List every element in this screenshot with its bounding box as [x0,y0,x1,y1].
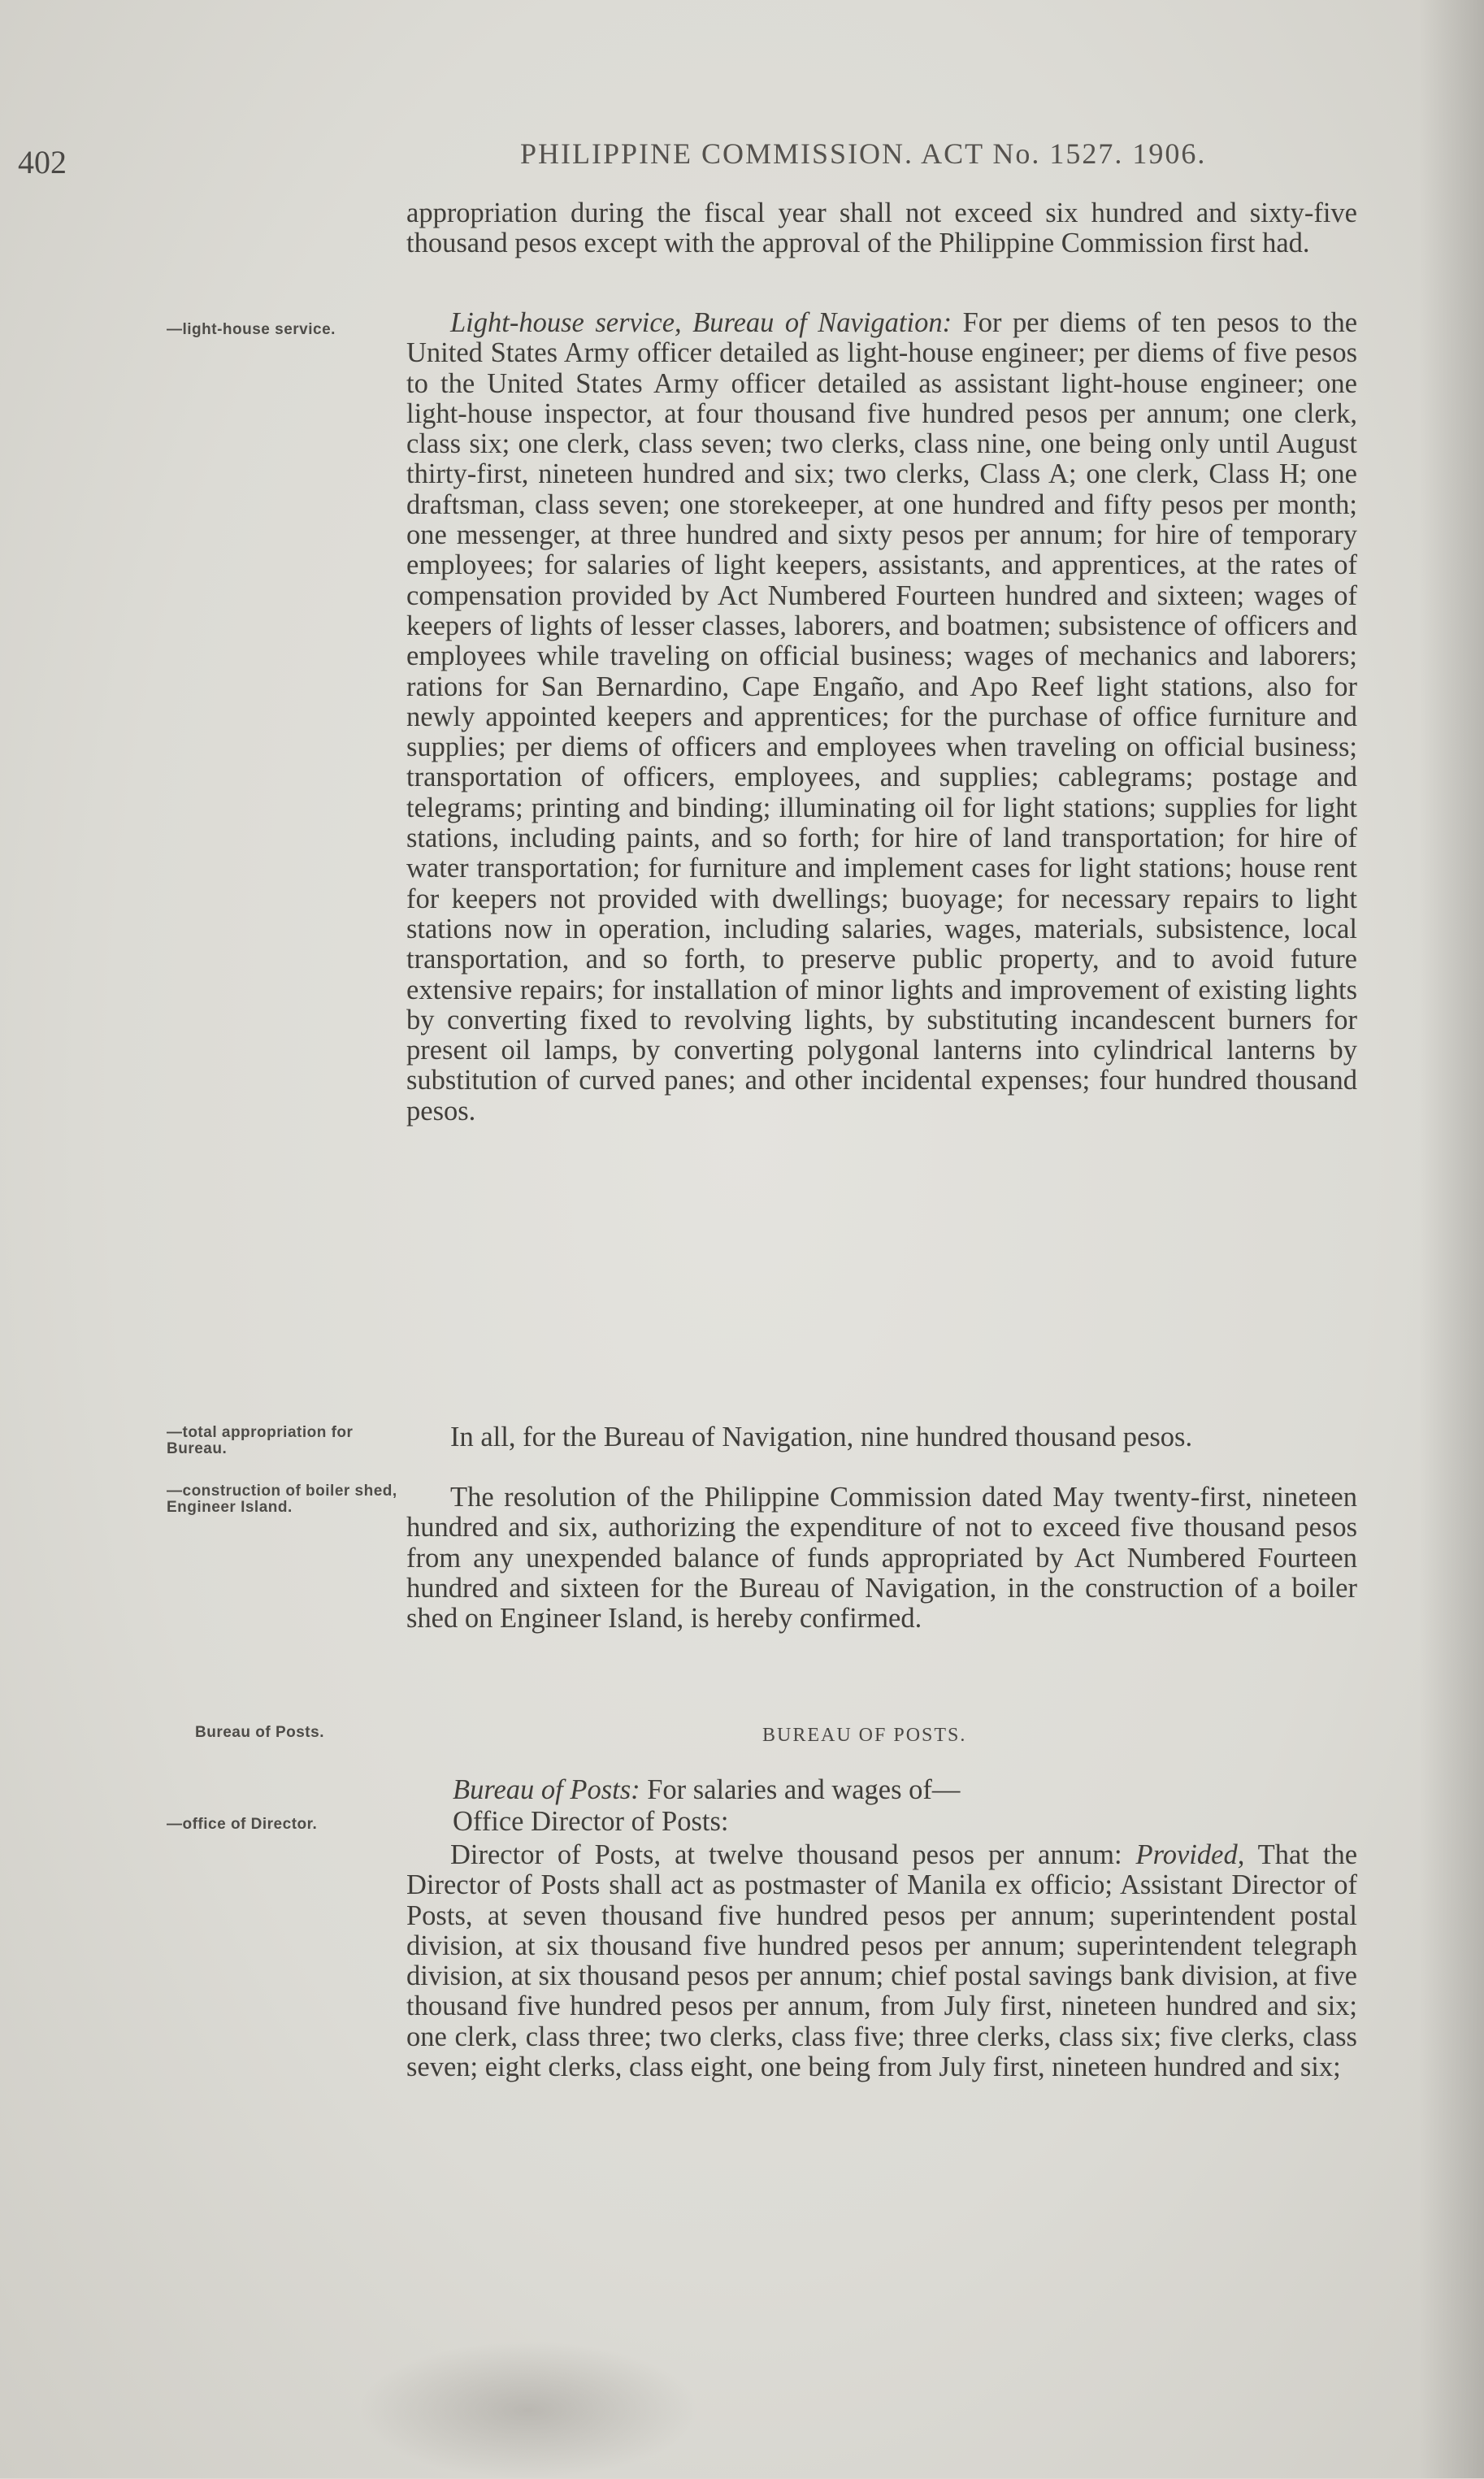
paragraph-text: In all, for the Bureau of Navigation, nine hundred thousand pesos. [450,1422,1193,1452]
paragraph-lead: Light-house service, Bureau of Navigation: [450,307,952,338]
margin-note-construction: —construction of boiler shed, Engineer Island. [167,1483,397,1516]
paragraph-boiler-shed [406,1483,1357,1634]
paragraph-total [406,1422,1357,1452]
office-line: Office Director of Posts: [453,1806,729,1837]
page-number: 402 [18,144,67,180]
scan-smudge [358,2341,699,2479]
paragraph-text: appropriation during the fiscal year shall not exceed six hundred and sixty-five thousand pesos except with the approval of the Philippine Commission first had. [406,198,1357,259]
margin-note-bureau-of-posts: Bureau of Posts. [195,1724,324,1741]
margin-note-total: —total appropriation for Bureau. [167,1424,354,1457]
paragraph-director-of-posts [406,1840,1357,2082]
paragraph-continuation [406,198,1357,259]
paragraph-text: The resolution of the Philippine Commission dated May twenty-first, nineteen hundred and six, authorizing the expenditure of not to exceed five thousand pesos from any unexpended balance of funds appropriated by Act Numbered Fourteen hundred and sixteen for the Bureau of Navigation, in the construction of a boiler shed on Engineer Island, is hereby confirmed. [406,1482,1357,1635]
bureau-intro-lead: Bureau of Posts: [453,1774,640,1805]
bureau-intro [453,1774,960,1806]
paragraph-body: For per diems of ten pesos to the United States Army officer detailed as light-house engineer; per diems of five pesos to the United States Army officer detailed as assistant light-house engineer; one light-house inspector, at four thousand five hundred pesos per annum; one clerk, class six; one clerk, class seven; two clerks, class nine, one being only until August thirty-first, nineteen hundred and six; two clerks, Class A; one clerk, Class H; one draftsman, class seven; one storekeeper, at one hundred and fifty pesos per month; one messenger, at three hundred and sixty pesos per annum; for hire of temporary employees; for salaries of light keepers, assistants, and apprentices, at the rates of compensation provided by Act Numbered Fourteen hundred and sixteen; wages of keepers of lights of lesser classes, laborers, and boatmen; subsistence of officers and employees while traveling on official business; wages of mechanics and laborers; rations for San Bernardino, Cape Engaño, and Apo Reef light stations, also for newly appointed keepers and apprentices; for the purchase of office furniture and supplies; per diems of officers and employees when traveling on official business; transportation of officers, employees, and supplies; cablegrams; postage and telegrams; printing and binding; illuminating oil for light stations; supplies for light stations, including paints, and so forth; for hire of land transportation; for hire of water transportation; for furniture and implement cases for light stations; house rent for keepers not provided with dwellings; buoyage; for necessary repairs to light stations now in operation, including salaries, wages, materials, subsistence, local transportation, and so forth, to preserve public property, and to avoid future extensive repairs; for installation of minor lights and improvement of existing lights by converting fixed to revolving lights, by substituting incandescent burners for present oil lamps, by converting polygonal lanterns into cylindrical lanterns by substitution of curved panes; and other incidental expenses; four hundred thousand pesos. [406,307,1358,1127]
paragraph-start: Director of Posts, at twelve thousand pesos per annum: [450,1839,1136,1870]
page-edge-shadow [1419,0,1484,2478]
paragraph-text [406,308,1357,1127]
margin-note-office-director: —office of Director. [167,1816,318,1833]
provided-word: Provided, [1135,1839,1245,1870]
paragraph-light-house-service [406,308,1357,1127]
bureau-intro-rest: For salaries and wages of— [640,1774,961,1805]
running-head: PHILIPPINE COMMISSION. ACT No. 1527. 1906. [520,137,1207,170]
paragraph-body: That the Director of Posts shall act as postmaster of Manila ex officio; Assistant Director of Posts, at seven thousand five hundred pesos per annum; superintendent postal division, at six thousand five hundred pesos per annum; superintendent telegraph division, at six thousand pesos per annum; chief postal savings bank division, at five thousand five hundred pesos per annum, from July first, nineteen hundred and six; one clerk, class three; two clerks, class five; three clerks, class six; five clerks, class seven; eight clerks, class eight, one being from July first, nineteen hundred and six; [406,1839,1358,2083]
paragraph-text [406,1840,1357,2082]
section-heading: BUREAU OF POSTS. [762,1725,967,1746]
margin-note-light-house: —light-house service. [167,321,336,338]
